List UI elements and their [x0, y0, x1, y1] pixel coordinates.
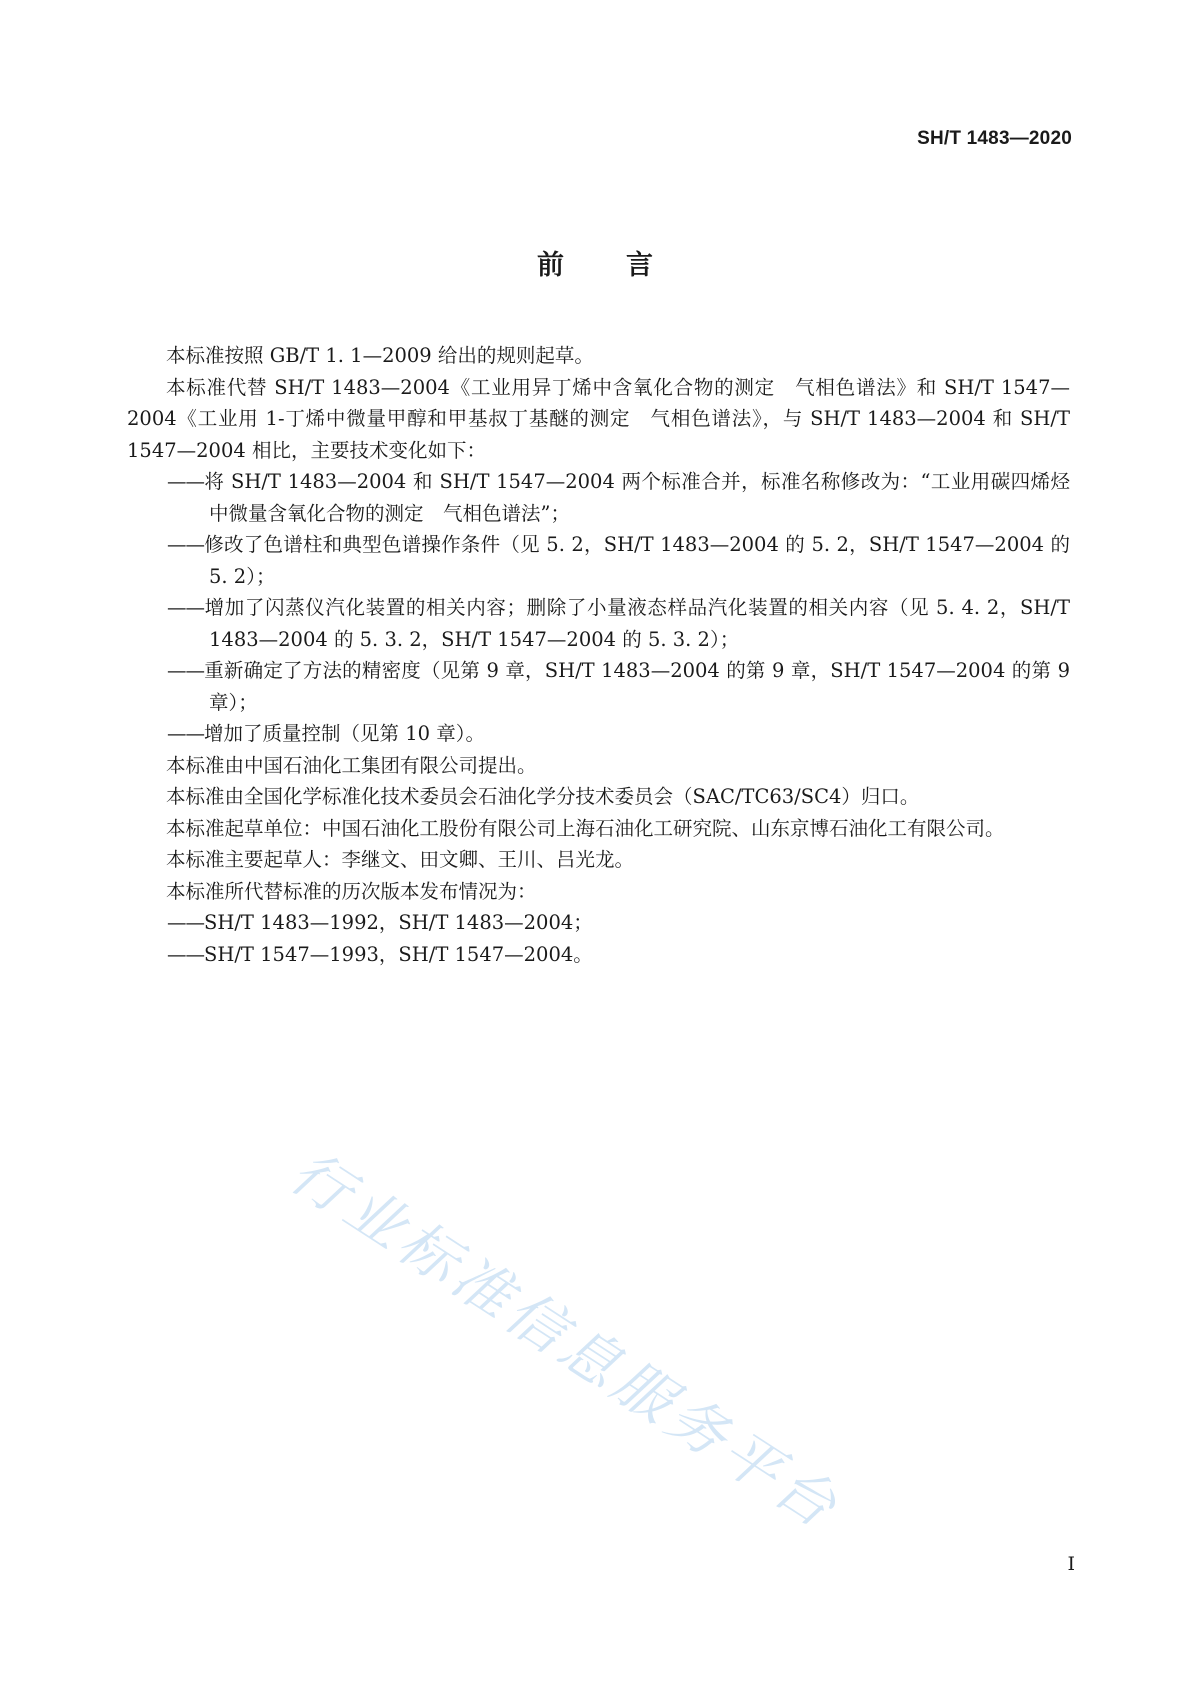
statement-drafting-units: 本标准起草单位：中国石油化工股份有限公司上海石油化工研究院、山东京博石油化工有限公司。 [166, 816, 1005, 840]
change-item [127, 655, 1070, 718]
page-number: I [1067, 1553, 1075, 1575]
dash-mark: —— [167, 911, 204, 934]
dash-mark: —— [167, 596, 204, 619]
statement-committee: 本标准由全国化学标准化技术委员会石油化学分技术委员会（SAC/TC63/SC4）归口。 [166, 785, 920, 808]
statement-history-intro: 本标准所代替标准的历次版本发布情况为： [166, 879, 537, 903]
paragraph-drafting-rules: 本标准按照 GB/T 1. 1—2009 给出的规则起草。 [166, 344, 594, 367]
standard-number: SH/T 1483—2020 [917, 128, 1072, 149]
change-item [127, 718, 1070, 750]
history-item-text: SH/T 1547—1993，SH/T 1547—2004。 [204, 942, 593, 966]
statement-proposer: 本标准由中国石油化工集团有限公司提出。 [166, 753, 537, 777]
statement-drafters: 本标准主要起草人：李继文、田文卿、王川、吕光龙。 [166, 848, 635, 871]
change-item-text: 增加了质量控制（见第 10 章）。 [204, 722, 485, 745]
change-item [127, 592, 1070, 655]
dash-mark: —— [167, 470, 204, 493]
dash-mark: —— [167, 533, 204, 556]
title-char-2: 言 [626, 250, 653, 281]
watermark: 行业标准信息服务平台 [278, 1137, 853, 1544]
change-item [127, 529, 1070, 592]
paragraph-replacement: 本标准代替 SH/T 1483—2004《工业用异丁烯中含氧化合物的测定 气相色谱法》和 SH/T 1547—2004《工业用 1-丁烯中微量甲醇和甲基叔丁基醚的测定 气相色谱法》，与 SH/T 1483—2004 和 SH/T 1547—2004 相比，主要技术变化如下： [127, 375, 1070, 462]
change-item [127, 466, 1070, 529]
history-item-text: SH/T 1483—1992，SH/T 1483—2004； [204, 911, 593, 934]
change-item-text: 修改了色谱柱和典型色谱操作条件（见 5. 2，SH/T 1483—2004 的 5. 2，SH/T 1547—2004 的 5. 2）； [204, 533, 1070, 588]
change-item-text: 将 SH/T 1483—2004 和 SH/T 1547—2004 两个标准合并，标准名称修改为：“工业用碳四烯烃中微量含氧化合物的测定 气相色谱法”； [204, 470, 1070, 525]
foreword-body [127, 340, 1070, 970]
dash-mark: —— [167, 659, 204, 682]
title-char-1: 前 [537, 250, 564, 281]
change-item-text: 重新确定了方法的精密度（见第 9 章，SH/T 1483—2004 的第 9 章，SH/T 1547—2004 的第 9 章）； [204, 659, 1070, 714]
history-item [127, 939, 1070, 971]
change-item-text: 增加了闪蒸仪汽化装置的相关内容；删除了小量液态样品汽化装置的相关内容（见 5. 4. 2，SH/T 1483—2004 的 5. 3. 2，SH/T 1547—2004 的 5. 3. 2）； [204, 596, 1070, 651]
page-title [0, 243, 1190, 282]
history-item [127, 907, 1070, 939]
dash-mark: —— [167, 722, 204, 745]
dash-mark: —— [167, 942, 204, 966]
